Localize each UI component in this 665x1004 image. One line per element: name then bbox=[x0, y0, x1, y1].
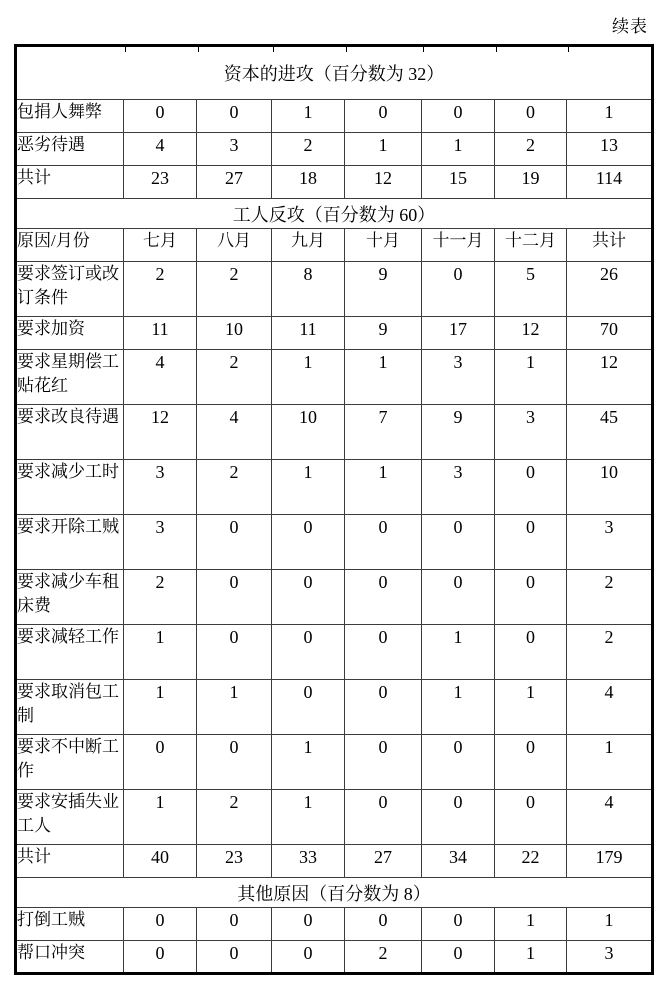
cell-value: 0 bbox=[272, 625, 345, 680]
cell-value: 40 bbox=[124, 845, 197, 878]
cell-value: 2 bbox=[124, 262, 197, 317]
cell-value: 23 bbox=[197, 845, 272, 878]
column-stub-mark bbox=[568, 47, 569, 52]
cell-value: 1 bbox=[495, 680, 567, 735]
cell-value: 34 bbox=[422, 845, 495, 878]
cell-value: 1 bbox=[197, 680, 272, 735]
cell-value: 0 bbox=[124, 735, 197, 790]
cell-value: 4 bbox=[567, 790, 653, 845]
row-label: 要求星期偿工贴花红 bbox=[16, 350, 124, 405]
cell-value: 1 bbox=[567, 735, 653, 790]
column-header: 十二月 bbox=[495, 229, 567, 262]
cell-value: 0 bbox=[495, 515, 567, 570]
column-header-row bbox=[16, 229, 653, 262]
cell-value: 1 bbox=[272, 460, 345, 515]
cell-value: 1 bbox=[124, 680, 197, 735]
row-label: 要求改良待遇 bbox=[16, 405, 124, 460]
cell-value: 10 bbox=[197, 317, 272, 350]
cell-value: 3 bbox=[567, 941, 653, 974]
row-label: 要求开除工贼 bbox=[16, 515, 124, 570]
cell-value: 7 bbox=[345, 405, 422, 460]
continued-table bbox=[14, 44, 654, 975]
cell-value: 2 bbox=[197, 350, 272, 405]
column-stub-mark bbox=[346, 47, 347, 52]
column-stub-mark bbox=[125, 47, 126, 52]
cell-value: 0 bbox=[422, 941, 495, 974]
table-row bbox=[16, 570, 653, 625]
table-row bbox=[16, 845, 653, 878]
cell-value: 1 bbox=[495, 350, 567, 405]
cell-value: 0 bbox=[495, 460, 567, 515]
cell-value: 18 bbox=[272, 166, 345, 199]
cell-value: 8 bbox=[272, 262, 345, 317]
cell-value: 0 bbox=[345, 100, 422, 133]
cell-value: 10 bbox=[567, 460, 653, 515]
cell-value: 179 bbox=[567, 845, 653, 878]
cell-value: 15 bbox=[422, 166, 495, 199]
section-band bbox=[16, 878, 653, 908]
column-stub-mark bbox=[198, 47, 199, 52]
cell-value: 0 bbox=[495, 735, 567, 790]
row-label: 恶劣待遇 bbox=[16, 133, 124, 166]
cell-value: 0 bbox=[345, 790, 422, 845]
row-label: 要求安插失业工人 bbox=[16, 790, 124, 845]
cell-value: 17 bbox=[422, 317, 495, 350]
cell-value: 3 bbox=[197, 133, 272, 166]
cell-value: 1 bbox=[345, 350, 422, 405]
cell-value: 0 bbox=[495, 790, 567, 845]
section-title: 其他原因（百分数为 8） bbox=[16, 878, 653, 908]
column-header: 九月 bbox=[272, 229, 345, 262]
cell-value: 0 bbox=[345, 735, 422, 790]
cell-value: 0 bbox=[197, 735, 272, 790]
cell-value: 26 bbox=[567, 262, 653, 317]
cell-value: 0 bbox=[124, 941, 197, 974]
table-row bbox=[16, 790, 653, 845]
cell-value: 10 bbox=[272, 405, 345, 460]
table-row bbox=[16, 735, 653, 790]
row-label: 帮口冲突 bbox=[16, 941, 124, 974]
cell-value: 9 bbox=[345, 262, 422, 317]
cell-value: 0 bbox=[422, 790, 495, 845]
section-band bbox=[16, 46, 653, 100]
cell-value: 1 bbox=[345, 133, 422, 166]
cell-value: 4 bbox=[567, 680, 653, 735]
table-row bbox=[16, 133, 653, 166]
cell-value: 1 bbox=[422, 133, 495, 166]
table-row bbox=[16, 460, 653, 515]
row-label: 包捐人舞弊 bbox=[16, 100, 124, 133]
column-header: 十月 bbox=[345, 229, 422, 262]
cell-value: 1 bbox=[124, 625, 197, 680]
cell-value: 114 bbox=[567, 166, 653, 199]
column-header: 七月 bbox=[124, 229, 197, 262]
cell-value: 3 bbox=[422, 460, 495, 515]
table-row bbox=[16, 680, 653, 735]
cell-value: 9 bbox=[345, 317, 422, 350]
row-label: 要求加资 bbox=[16, 317, 124, 350]
cell-value: 4 bbox=[124, 133, 197, 166]
cell-value: 11 bbox=[272, 317, 345, 350]
cell-value: 3 bbox=[567, 515, 653, 570]
cell-value: 0 bbox=[124, 908, 197, 941]
cell-value: 70 bbox=[567, 317, 653, 350]
cell-value: 11 bbox=[124, 317, 197, 350]
cell-value: 9 bbox=[422, 405, 495, 460]
row-label: 要求取消包工制 bbox=[16, 680, 124, 735]
cell-value: 1 bbox=[124, 790, 197, 845]
cell-value: 3 bbox=[495, 405, 567, 460]
cell-value: 27 bbox=[197, 166, 272, 199]
row-label: 共计 bbox=[16, 166, 124, 199]
cell-value: 0 bbox=[272, 680, 345, 735]
column-header: 共计 bbox=[567, 229, 653, 262]
cell-value: 0 bbox=[422, 262, 495, 317]
cell-value: 12 bbox=[495, 317, 567, 350]
cell-value: 23 bbox=[124, 166, 197, 199]
cell-value: 2 bbox=[345, 941, 422, 974]
cell-value: 0 bbox=[345, 680, 422, 735]
section-title: 资本的进攻（百分数为 32） bbox=[16, 46, 653, 100]
section-band bbox=[16, 199, 653, 229]
cell-value: 0 bbox=[124, 100, 197, 133]
cell-value: 12 bbox=[345, 166, 422, 199]
cell-value: 0 bbox=[197, 908, 272, 941]
cell-value: 0 bbox=[197, 941, 272, 974]
cell-value: 1 bbox=[422, 625, 495, 680]
row-label: 打倒工贼 bbox=[16, 908, 124, 941]
column-header: 十一月 bbox=[422, 229, 495, 262]
table-row bbox=[16, 262, 653, 317]
cell-value: 0 bbox=[422, 515, 495, 570]
row-label: 要求签订或改订条件 bbox=[16, 262, 124, 317]
cell-value: 1 bbox=[567, 908, 653, 941]
cell-value: 0 bbox=[197, 570, 272, 625]
cell-value: 0 bbox=[422, 570, 495, 625]
cell-value: 22 bbox=[495, 845, 567, 878]
cell-value: 0 bbox=[272, 515, 345, 570]
cell-value: 1 bbox=[272, 350, 345, 405]
cell-value: 0 bbox=[197, 100, 272, 133]
cell-value: 3 bbox=[422, 350, 495, 405]
cell-value: 12 bbox=[567, 350, 653, 405]
cell-value: 13 bbox=[567, 133, 653, 166]
cell-value: 1 bbox=[567, 100, 653, 133]
cell-value: 2 bbox=[197, 460, 272, 515]
continued-table-label: 续表 bbox=[612, 17, 648, 36]
column-header-reason-month: 原因/月份 bbox=[16, 229, 124, 262]
cell-value: 4 bbox=[124, 350, 197, 405]
table-row bbox=[16, 166, 653, 199]
cell-value: 2 bbox=[197, 262, 272, 317]
cell-value: 3 bbox=[124, 515, 197, 570]
cell-value: 0 bbox=[197, 515, 272, 570]
row-label: 要求减少工时 bbox=[16, 460, 124, 515]
cell-value: 0 bbox=[422, 735, 495, 790]
cell-value: 1 bbox=[272, 735, 345, 790]
table-row bbox=[16, 515, 653, 570]
table-row bbox=[16, 100, 653, 133]
table-row bbox=[16, 625, 653, 680]
column-header: 八月 bbox=[197, 229, 272, 262]
table-row bbox=[16, 941, 653, 974]
cell-value: 0 bbox=[422, 908, 495, 941]
table-row bbox=[16, 350, 653, 405]
row-label: 共计 bbox=[16, 845, 124, 878]
cell-value: 0 bbox=[272, 570, 345, 625]
table-row bbox=[16, 405, 653, 460]
cell-value: 0 bbox=[272, 941, 345, 974]
cell-value: 2 bbox=[495, 133, 567, 166]
cell-value: 1 bbox=[495, 908, 567, 941]
cell-value: 0 bbox=[345, 570, 422, 625]
cell-value: 4 bbox=[197, 405, 272, 460]
row-label: 要求减少车租床费 bbox=[16, 570, 124, 625]
cell-value: 2 bbox=[567, 625, 653, 680]
cell-value: 0 bbox=[345, 625, 422, 680]
cell-value: 1 bbox=[345, 460, 422, 515]
cell-value: 27 bbox=[345, 845, 422, 878]
cell-value: 0 bbox=[495, 570, 567, 625]
cell-value: 0 bbox=[495, 100, 567, 133]
table-body bbox=[16, 46, 653, 974]
row-label: 要求减轻工作 bbox=[16, 625, 124, 680]
section-title: 工人反攻（百分数为 60） bbox=[16, 199, 653, 229]
column-stub-mark bbox=[423, 47, 424, 52]
column-stub-mark bbox=[273, 47, 274, 52]
cell-value: 5 bbox=[495, 262, 567, 317]
table-row bbox=[16, 317, 653, 350]
cell-value: 19 bbox=[495, 166, 567, 199]
cell-value: 1 bbox=[495, 941, 567, 974]
cell-value: 12 bbox=[124, 405, 197, 460]
cell-value: 3 bbox=[124, 460, 197, 515]
row-label: 要求不中断工作 bbox=[16, 735, 124, 790]
cell-value: 1 bbox=[272, 790, 345, 845]
cell-value: 0 bbox=[345, 908, 422, 941]
cell-value: 0 bbox=[197, 625, 272, 680]
cell-value: 0 bbox=[345, 515, 422, 570]
cell-value: 33 bbox=[272, 845, 345, 878]
table-row bbox=[16, 908, 653, 941]
cell-value: 1 bbox=[422, 680, 495, 735]
cell-value: 1 bbox=[272, 100, 345, 133]
cell-value: 2 bbox=[567, 570, 653, 625]
cell-value: 2 bbox=[272, 133, 345, 166]
cell-value: 2 bbox=[124, 570, 197, 625]
cell-value: 0 bbox=[272, 908, 345, 941]
cell-value: 0 bbox=[495, 625, 567, 680]
cell-value: 0 bbox=[422, 100, 495, 133]
column-stub-mark bbox=[496, 47, 497, 52]
cell-value: 2 bbox=[197, 790, 272, 845]
cell-value: 45 bbox=[567, 405, 653, 460]
